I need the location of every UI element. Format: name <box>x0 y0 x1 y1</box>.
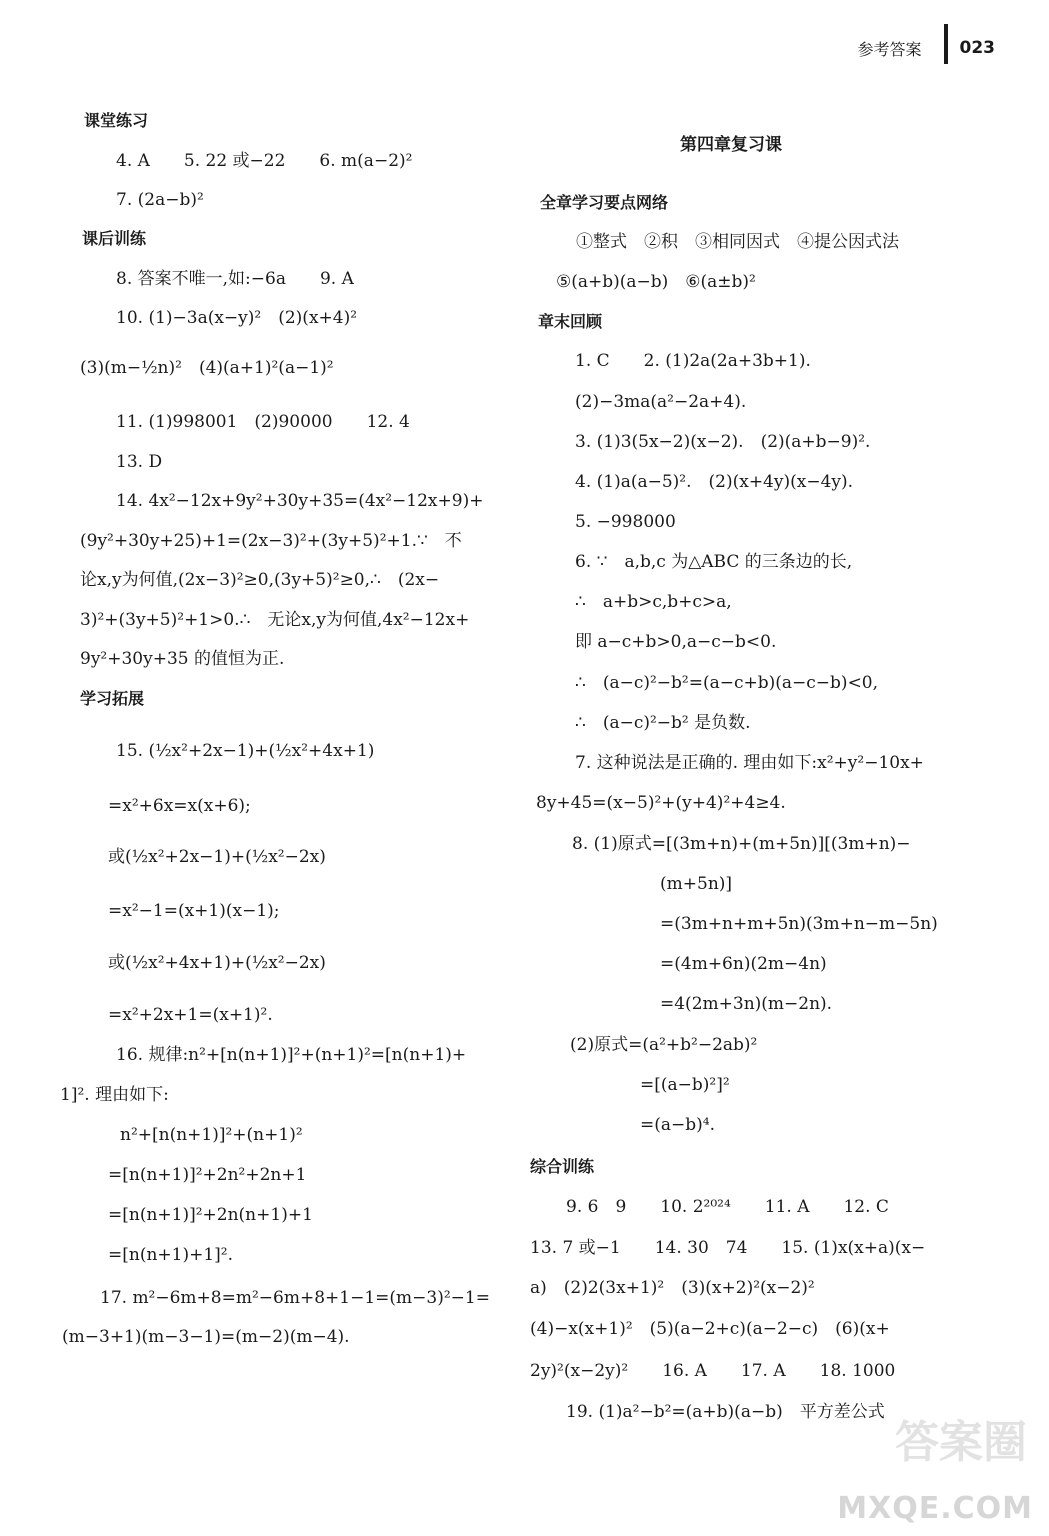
answer-line: =(4m+6n)(2m−4n) <box>660 954 827 974</box>
page-header <box>857 33 995 63</box>
answer-line: 13. 7 或−1 14. 30 74 15. (1)x(x+a)(x− <box>530 1238 926 1258</box>
answer-line: 5. −998000 <box>575 512 676 532</box>
answer-line: ⑤(a+b)(a−b) ⑥(a±b)² <box>556 272 756 292</box>
watermark-logo: 答案圈 <box>895 1417 1027 1468</box>
answer-line: 4. (1)a(a−5)². (2)(x+4y)(x−4y). <box>575 472 854 492</box>
answer-line: ∴ (a−c)²−b² 是负数. <box>575 713 751 733</box>
answer-line: 4. A 5. 22 或−22 6. m(a−2)² <box>116 151 413 171</box>
answer-line: 3)²+(3y+5)²+1>0.∴ 无论x,y为何值,4x²−12x+ <box>80 610 470 630</box>
answer-line: 2y)²(x−2y)² 16. A 17. A 18. 1000 <box>530 1361 896 1381</box>
answer-line: 7. 这种说法是正确的. 理由如下:x²+y²−10x+ <box>575 753 924 773</box>
answer-line: (2)原式=(a²+b²−2ab)² <box>570 1035 758 1055</box>
answer-line: 1]². 理由如下: <box>60 1085 169 1105</box>
answer-line: (2)−3ma(a²−2a+4). <box>575 392 747 412</box>
header-title: 参考答案 <box>857 39 922 59</box>
answer-line: 或(½x²+2x−1)+(½x²−2x) <box>108 847 326 867</box>
answer-line: n²+[n(n+1)]²+(n+1)² <box>120 1125 303 1145</box>
answer-line: 15. (½x²+2x−1)+(½x²+4x+1) <box>116 741 375 761</box>
answer-line: 即 a−c+b>0,a−c−b<0. <box>575 632 777 652</box>
answer-line: 19. (1)a²−b²=(a+b)(a−b) 平方差公式 <box>566 1402 885 1422</box>
answer-line: 7. (2a−b)² <box>116 190 204 210</box>
answer-line: 9y²+30y+35 的值恒为正. <box>80 649 285 669</box>
answer-line: 9. 6 9 10. 2²⁰²⁴ 11. A 12. C <box>566 1197 889 1217</box>
answer-line: ①整式 ②积 ③相同因式 ④提公因式法 <box>576 232 899 252</box>
answer-line: (m−3+1)(m−3−1)=(m−2)(m−4). <box>62 1327 350 1347</box>
section-heading: 全章学习要点网络 <box>540 193 669 212</box>
section-heading: 学习拓展 <box>80 689 145 708</box>
answer-line: ∴ a+b>c,b+c>a, <box>575 592 732 612</box>
watermark-url: MXQE.COM <box>837 1491 1033 1526</box>
answer-line: =x²+2x+1=(x+1)². <box>108 1005 273 1025</box>
header-divider <box>944 24 948 64</box>
watermark <box>837 1406 1033 1526</box>
chapter-title: 第四章复习课 <box>680 135 782 155</box>
answer-line: (9y²+30y+25)+1=(2x−3)²+(3y+5)²+1.∵ 不 <box>80 531 462 551</box>
answer-line: 14. 4x²−12x+9y²+30y+35=(4x²−12x+9)+ <box>116 491 484 511</box>
answer-line: 16. 规律:n²+[n(n+1)]²+(n+1)²=[n(n+1)+ <box>116 1045 467 1065</box>
section-heading: 章末回顾 <box>538 312 603 331</box>
answer-line: =[(a−b)²]² <box>640 1075 730 1095</box>
answer-line: =(3m+n+m+5n)(3m+n−m−5n) <box>660 914 938 934</box>
answer-line: 或(½x²+4x+1)+(½x²−2x) <box>108 953 326 973</box>
answer-line: 11. (1)998001 (2)90000 12. 4 <box>116 412 410 432</box>
answer-line: =(a−b)⁴. <box>640 1115 715 1135</box>
section-heading: 课堂练习 <box>84 111 149 130</box>
answer-line: 3. (1)3(5x−2)(x−2). (2)(a+b−9)². <box>575 432 871 452</box>
answer-line: (3)(m−½n)² (4)(a+1)²(a−1)² <box>80 358 334 378</box>
section-heading: 综合训练 <box>530 1157 595 1176</box>
answer-line: (4)−x(x+1)² (5)(a−2+c)(a−2−c) (6)(x+ <box>530 1319 890 1339</box>
answer-line: 8. 答案不唯一,如:−6a 9. A <box>116 269 354 289</box>
answer-line: =4(2m+3n)(m−2n). <box>660 994 833 1014</box>
answer-line: =[n(n+1)]²+2n(n+1)+1 <box>108 1205 313 1225</box>
answer-line: =x²+6x=x(x+6); <box>108 796 251 816</box>
section-heading: 课后训练 <box>82 229 147 248</box>
answer-line: (m+5n)] <box>660 874 733 894</box>
answer-line: 论x,y为何值,(2x−3)²≥0,(3y+5)²≥0,∴ (2x− <box>80 570 440 590</box>
answer-line: 6. ∵ a,b,c 为△ABC 的三条边的长, <box>575 552 853 572</box>
answer-line: 13. D <box>116 452 163 472</box>
answer-line: 10. (1)−3a(x−y)² (2)(x+4)² <box>116 308 358 328</box>
answer-line: ∴ (a−c)²−b²=(a−c+b)(a−c−b)<0, <box>575 673 879 693</box>
answer-line: a) (2)2(3x+1)² (3)(x+2)²(x−2)² <box>530 1278 815 1298</box>
answer-line: 1. C 2. (1)2a(2a+3b+1). <box>575 351 811 371</box>
answer-line: =[n(n+1)]²+2n²+2n+1 <box>108 1165 307 1185</box>
answer-line: =[n(n+1)+1]². <box>108 1245 234 1265</box>
answer-line: 8. (1)原式=[(3m+n)+(m+5n)][(3m+n)− <box>572 834 911 854</box>
answer-line: 17. m²−6m+8=m²−6m+8+1−1=(m−3)²−1= <box>100 1288 490 1308</box>
page-number: 023 <box>959 38 995 58</box>
answer-line: 8y+45=(x−5)²+(y+4)²+4≥4. <box>536 793 786 813</box>
answer-line: =x²−1=(x+1)(x−1); <box>108 901 280 921</box>
